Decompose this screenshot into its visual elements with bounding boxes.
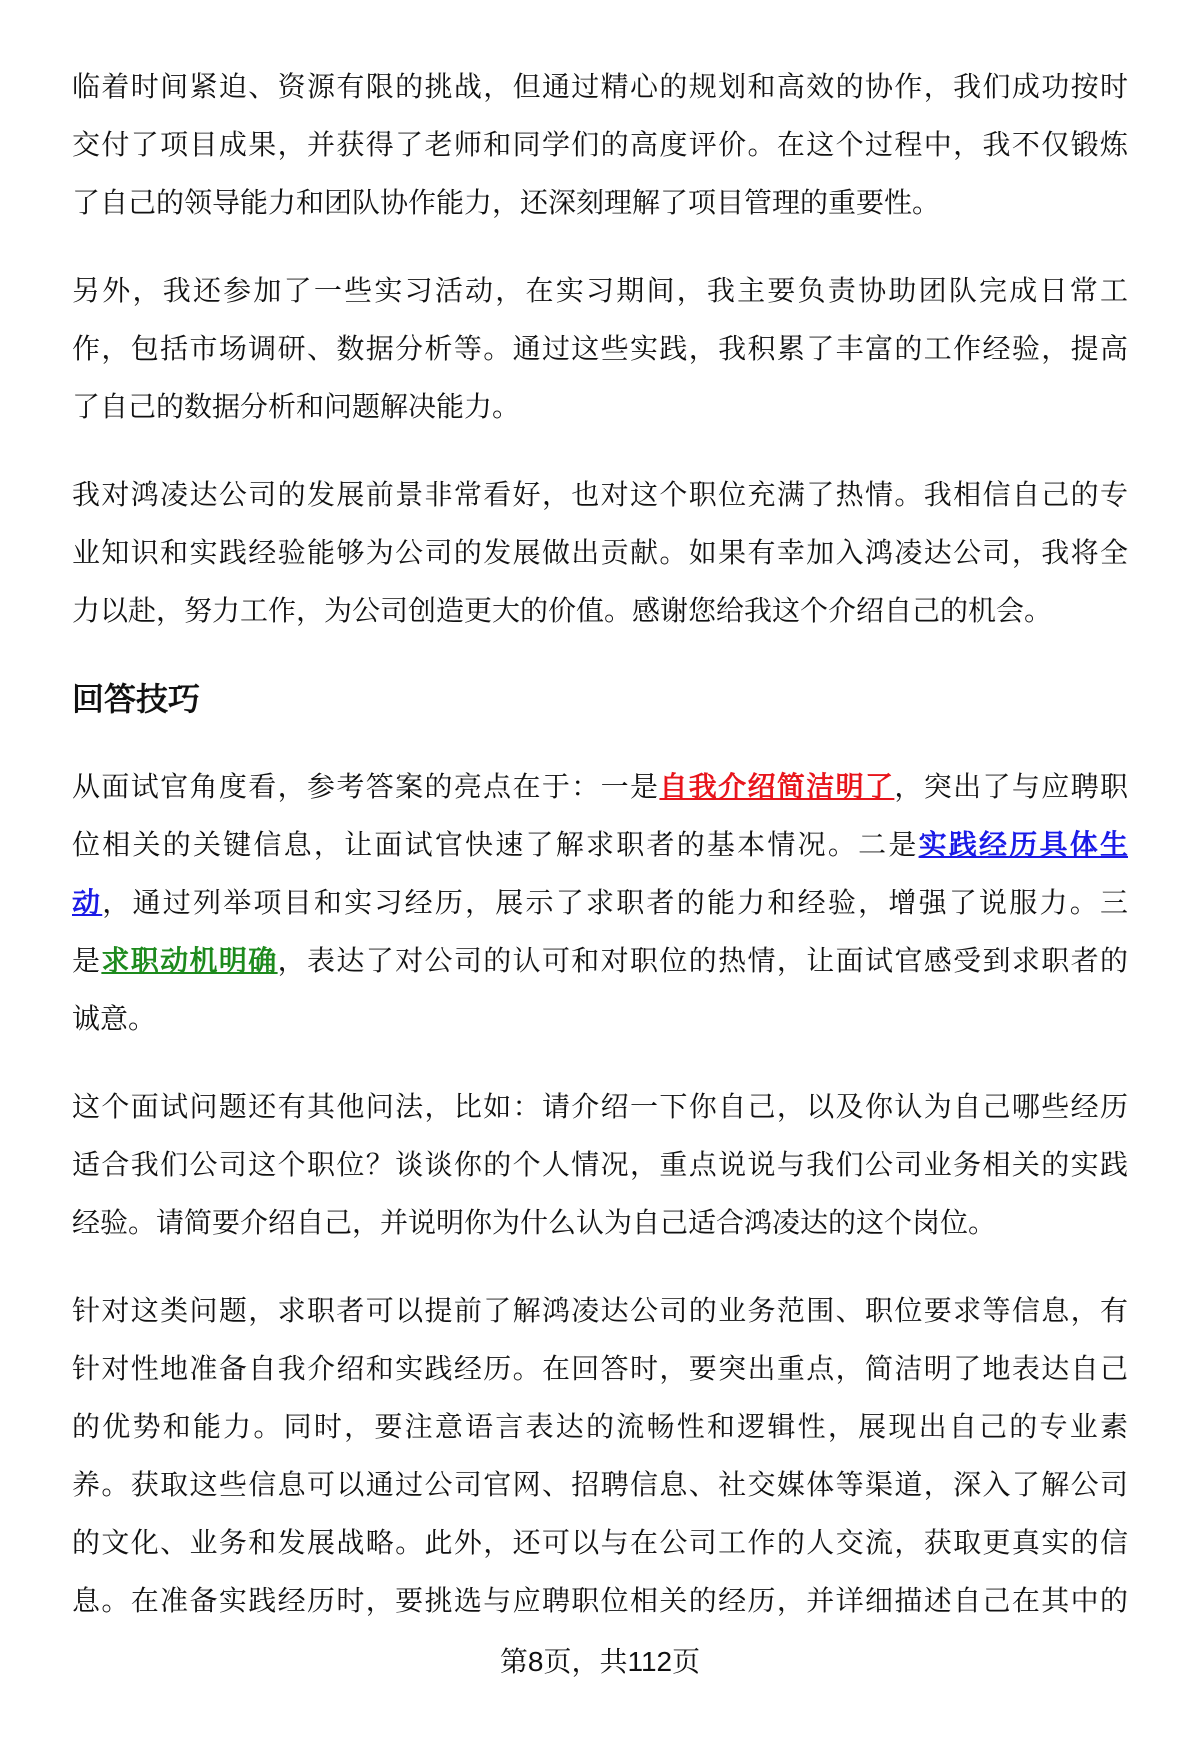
text-line [72,816,1128,874]
text-line [72,1340,1128,1398]
text-line [72,466,1128,524]
text-run: 是 [72,945,102,976]
text-line [72,758,1128,816]
text-run: 适合我们公司这个职位？谈谈你的个人情况，重点说说与我们公司业务相关的实践 [72,1149,1128,1180]
text-line [72,1194,1128,1252]
text-line [72,1282,1128,1340]
text-line [72,262,1128,320]
text-line [72,174,1128,232]
text-line [72,1078,1128,1136]
text-run: 位相关的关键信息，让面试官快速了解求职者的基本情况。二是 [72,829,919,860]
text-line [72,116,1128,174]
text-line [72,874,1128,932]
text-run: 针对这类问题，求职者可以提前了解鸿凌达公司的业务范围、职位要求等信息，有 [72,1295,1128,1326]
text-run: 诚意。 [72,1003,157,1034]
text-run: 作，包括市场调研、数据分析等。通过这些实践，我积累了丰富的工作经验，提高 [72,333,1128,364]
text-line [72,932,1128,990]
text-run: 的优势和能力。同时，要注意语言表达的流畅性和逻辑性，展现出自己的专业素 [72,1411,1128,1442]
text-run: 业知识和实践经验能够为公司的发展做出贡献。如果有幸加入鸿凌达公司，我将全 [72,537,1128,568]
highlight-green: 求职动机明确 [101,945,278,976]
paragraph [72,1078,1128,1252]
text-line [72,320,1128,378]
text-run: 了自己的数据分析和问题解决能力。 [72,391,521,422]
text-run: 了自己的领导能力和团队协作能力，还深刻理解了项目管理的重要性。 [72,187,941,218]
highlight-blue: 动 [72,887,103,918]
paragraph [72,466,1128,640]
highlight-red: 自我介绍简洁明了 [659,771,895,802]
text-line [72,582,1128,640]
text-line [72,1398,1128,1456]
text-run: 针对性地准备自我介绍和实践经历。在回答时，要突出重点，简洁明了地表达自己 [72,1353,1128,1384]
paragraph [72,58,1128,232]
text-line [72,1136,1128,1194]
text-run: 的文化、业务和发展战略。此外，还可以与在公司工作的人交流，获取更真实的信 [72,1527,1128,1558]
text-run: 我对鸿凌达公司的发展前景非常看好，也对这个职位充满了热情。我相信自己的专 [72,479,1128,510]
paragraph [72,758,1128,1048]
text-run: ，突出了与应聘职 [894,771,1128,802]
text-run: 临着时间紧迫、资源有限的挑战，但通过精心的规划和高效的协作，我们成功按时 [72,71,1128,102]
text-line [72,1456,1128,1514]
text-run: 这个面试问题还有其他问法，比如：请介绍一下你自己，以及你认为自己哪些经历 [72,1091,1128,1122]
paragraph [72,262,1128,436]
text-run: 另外，我还参加了一些实习活动，在实习期间，我主要负责协助团队完成日常工 [72,275,1128,306]
text-line [72,1572,1128,1630]
text-run: 经验。请简要介绍自己，并说明你为什么认为自己适合鸿凌达的这个岗位。 [72,1207,997,1238]
text-run: 交付了项目成果，并获得了老师和同学们的高度评价。在这个过程中，我不仅锻炼 [72,129,1128,160]
text-line [72,524,1128,582]
text-run: 息。在准备实践经历时，要挑选与应聘职位相关的经历，并详细描述自己在其中的 [72,1585,1128,1616]
paragraph [72,1282,1128,1630]
text-run: ，通过列举项目和实习经历，展示了求职者的能力和经验，增强了说服力。三 [102,887,1128,918]
text-run: 养。获取这些信息可以通过公司官网、招聘信息、社交媒体等渠道，深入了解公司 [72,1469,1128,1500]
text-line [72,990,1128,1048]
text-run: 力以赴，努力工作，为公司创造更大的价值。感谢您给我这个介绍自己的机会。 [72,595,1053,626]
highlight-blue: 实践经历具体生 [918,829,1128,860]
page-number: 第8页，共112页 [499,1646,701,1677]
text-run: ，表达了对公司的认可和对职位的热情，让面试官感受到求职者的 [277,945,1128,976]
text-line [72,1514,1128,1572]
text-line [72,378,1128,436]
text-line [72,58,1128,116]
text-run: 从面试官角度看，参考答案的亮点在于：一是 [72,771,660,802]
document-body [72,58,1128,1660]
section-heading: 回答技巧 [72,681,201,717]
